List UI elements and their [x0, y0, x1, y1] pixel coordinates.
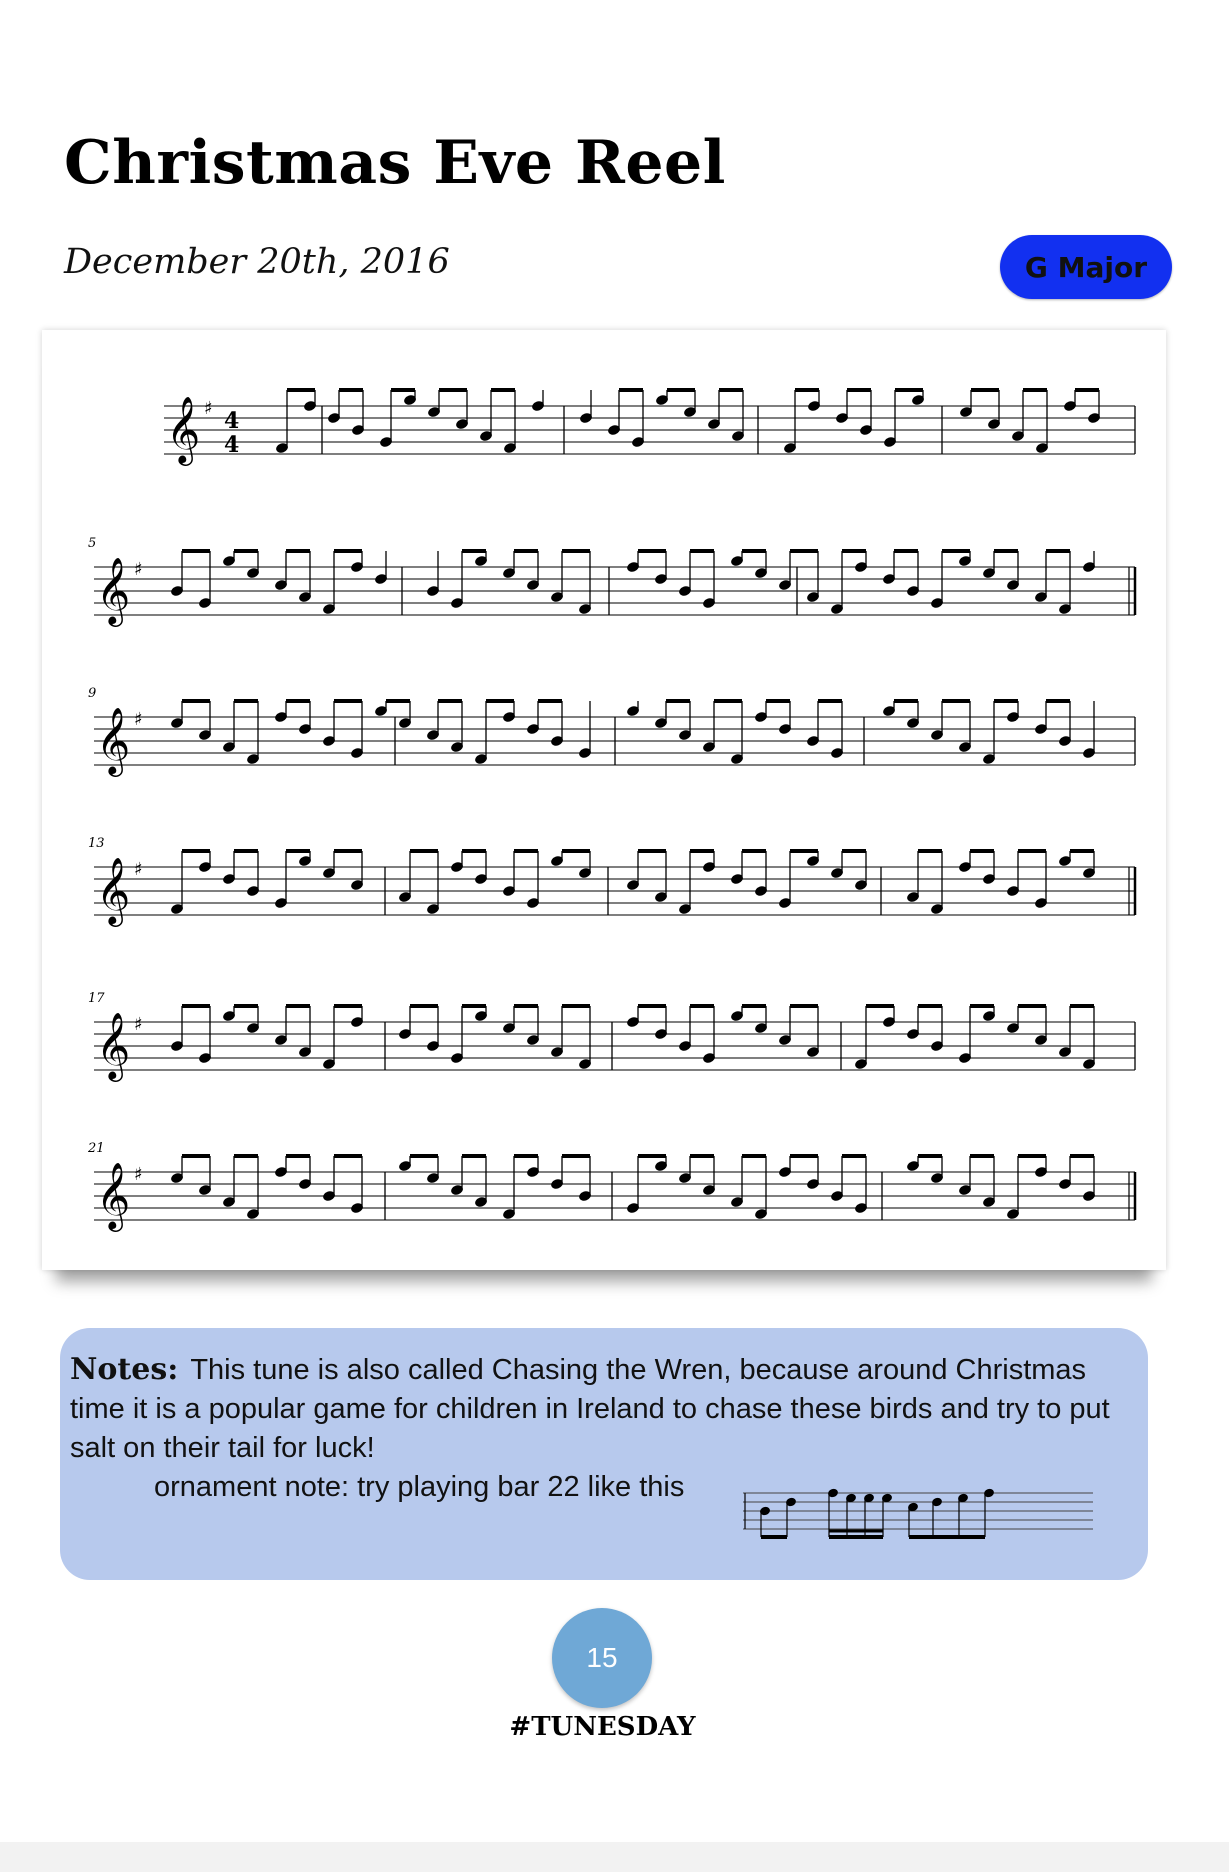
treble-clef: 𝄞: [96, 1161, 131, 1229]
bar-number: 9: [88, 686, 97, 701]
page-number: 15: [552, 1608, 652, 1708]
treble-clef: 𝄞: [96, 856, 131, 924]
treble-clef: 𝄞: [96, 1011, 131, 1079]
notes-text: This tune is also called Chasing the Wren, because around Christmas time it is a popular game for children in Ireland to chase these birds and try to put salt on their tail for luck!: [70, 1354, 1110, 1464]
staff-system: [88, 536, 1135, 627]
time-sig-top: 4: [224, 408, 240, 434]
staff-system: [88, 991, 1135, 1082]
page-title: Christmas Eve Reel: [64, 128, 726, 198]
time-sig-bottom: 4: [224, 432, 240, 458]
treble-clef: 𝄞: [166, 395, 201, 463]
treble-clef: 𝄞: [96, 706, 131, 774]
staff-system: [88, 686, 1135, 777]
bar-number: 5: [88, 536, 97, 551]
key-sharp: ♯: [134, 1014, 143, 1035]
sheet-music: [42, 330, 1166, 1270]
bottom-strip: [0, 1842, 1229, 1872]
hashtag: #TUNESDAY: [509, 1712, 696, 1742]
key-sharp: ♯: [134, 559, 143, 580]
score-staves: [42, 330, 1166, 1270]
bar-number: 13: [88, 836, 105, 851]
notes-label: Notes:: [70, 1352, 179, 1387]
key-sharp: ♯: [134, 1164, 143, 1185]
staff-system: [88, 836, 1135, 927]
key-badge: G Major: [1000, 235, 1172, 299]
bar-number: 21: [88, 1141, 105, 1156]
bar-number: 17: [88, 991, 105, 1006]
staff-system: [87, 1141, 1135, 1232]
ornament-snippet: [743, 1471, 1103, 1551]
key-sharp: ♯: [204, 398, 213, 419]
key-sharp: ♯: [134, 709, 143, 730]
treble-clef: 𝄞: [96, 556, 131, 624]
ornament-note: ornament note: try playing bar 22 like this: [154, 1471, 685, 1503]
staff-system: [164, 390, 1135, 466]
notes-box: [60, 1328, 1148, 1580]
key-sharp: ♯: [134, 859, 143, 880]
tune-date: December 20th, 2016: [64, 242, 450, 282]
